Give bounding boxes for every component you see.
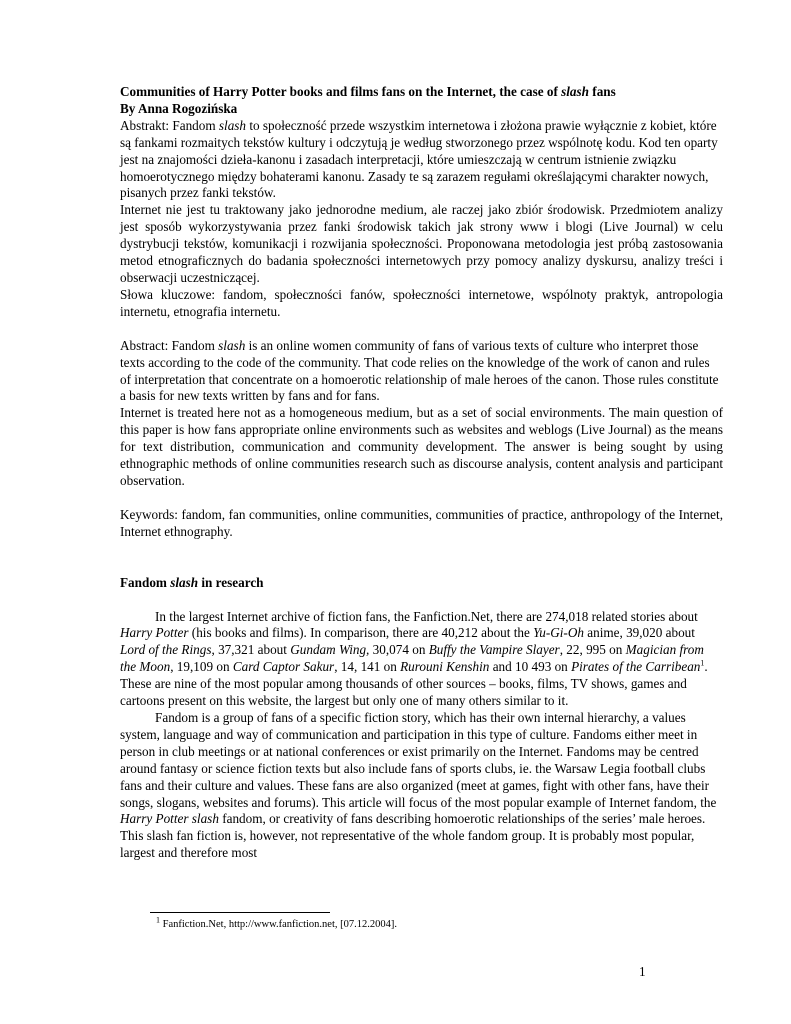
body-paragraph-1: In the largest Internet archive of fiction fans, the Fanfiction.Net, there are 274,018 related stories about Harry Potter (his books and films). In comparison, there are 40,212 about the Yu-Gi-Oh anime, 39,020 about Lord of the Rings, 37,321 about Gundam Wing, 30,074 on Buffy the Vampire Slayer, 22, 995 on Magician from the Moon, 19,109 on Card Captor Sakur, 14, 141 on Rurouni Kenshin and 10 493 on Pirates of the Carribean$^1$. These are nine of the most popular among thousands of other sources – books, films, TV shows, games and cartoons present on this website, the largest but only one of many others similar to it. xyxy=(120,608,708,709)
footnote-ref[interactable]: 1 xyxy=(700,658,705,668)
author-line: By Anna Rogozińska xyxy=(120,100,238,116)
abstract-en-paragraph-2: Internet is treated here not as a homogeneous medium, but as a set of social environments. The main question of this paper is how fans appropriate online environments such as websites and weblogs (Live Journal) as the means for text distribution, communication and community development. The answer is being sought by using ethnographic methods of online communities research such as discourse analysis, content analysis and participant observation. xyxy=(120,405,723,488)
keywords-pl: Słowa kluczowe: fandom, społeczności fanów, społeczności internetowe, wspólnoty praktyk, antropologia internetu, etnografia internetu. xyxy=(120,286,723,319)
footnote: $^1$ Fanfiction.Net, http://www.fanfiction.net, [07.12.2004]. xyxy=(156,915,397,930)
section-heading: Fandom slash in research xyxy=(120,574,264,590)
keywords-en: Keywords: fandom, fan communities, online communities, communities of practice, anthropology of the Internet, Internet ethnography. xyxy=(120,506,723,539)
footnote-divider xyxy=(150,912,330,913)
abstract-en-paragraph: Abstract: Fandom slash is an online women community of fans of various texts of culture who interpret those texts according to the code of the community. That code relies on the knowledge of the work of canon and rules of interpretation that concentrate on a homoerotic relationship of male heroes of the canon. Those rules constitute a basis for new texts written by fans and for fans. xyxy=(120,337,719,404)
abstract-pl-paragraph-2: Internet nie jest tu traktowany jako jednorodne medium, ale raczej jako zbiór środowisk. Przedmiotem analizy jest sposób wykorzystywania przez fanki środowisk takich jak strony www i blogi (Live Journal) w celu dystrybucji tekstów, komunikacji i rozwijania społeczności. Proponowana metodologia jest próbą zastosowania metod etnograficznych do badania społeczności internetowych przy pomocy analizy dyskursu, analizy treści i obserwacji uczestniczącej. xyxy=(120,202,723,285)
body-paragraph-2: Fandom is a group of fans of a specific fiction story, which has their own internal hierarchy, a values system, language and way of communication and participation in this type of culture. Fandoms either meet in person in club meetings or at national conferences or exist primarily on the Internet. Fandoms may be centred around fantasy or science fiction texts but also include fans of sports clubs, ie. the Warsaw Legia football clubs fans and their culture and values. These fans are also organized (meet at games, fight with other fans, have their songs, slogans, websites and forums). This article will focus of the most popular example of Internet fandom, the Harry Potter slash fandom, or creativity of fans describing homoerotic relationships of the series’ male heroes. This slash fan fiction is, however, not representative of the whole fandom group. It is probably most popular, largest and therefore most xyxy=(120,710,717,861)
page-content xyxy=(120,84,723,862)
page-number: 1 xyxy=(639,964,646,979)
abstract-pl-paragraph: Abstrakt: Fandom slash to społeczność przede wszystkim internetowa i złożona prawie wyłącznie z kobiet, które są fankami rozmaitych tekstów kultury i odczytują je według stworzonego przez wspólnotę kodu. Kod ten oparty jest na znajomości dzieła-kanonu i zasadach interpretacji, które umieszczają w centrum istnienie związku homoerotycznego między bohaterami kanonu. Zasady te są zarazem regułami określającymi charakter nowych, pisanych przez fanki tekstów. xyxy=(120,117,718,201)
paper-title: Communities of Harry Potter books and films fans on the Internet, the case of slash fans xyxy=(120,84,616,99)
